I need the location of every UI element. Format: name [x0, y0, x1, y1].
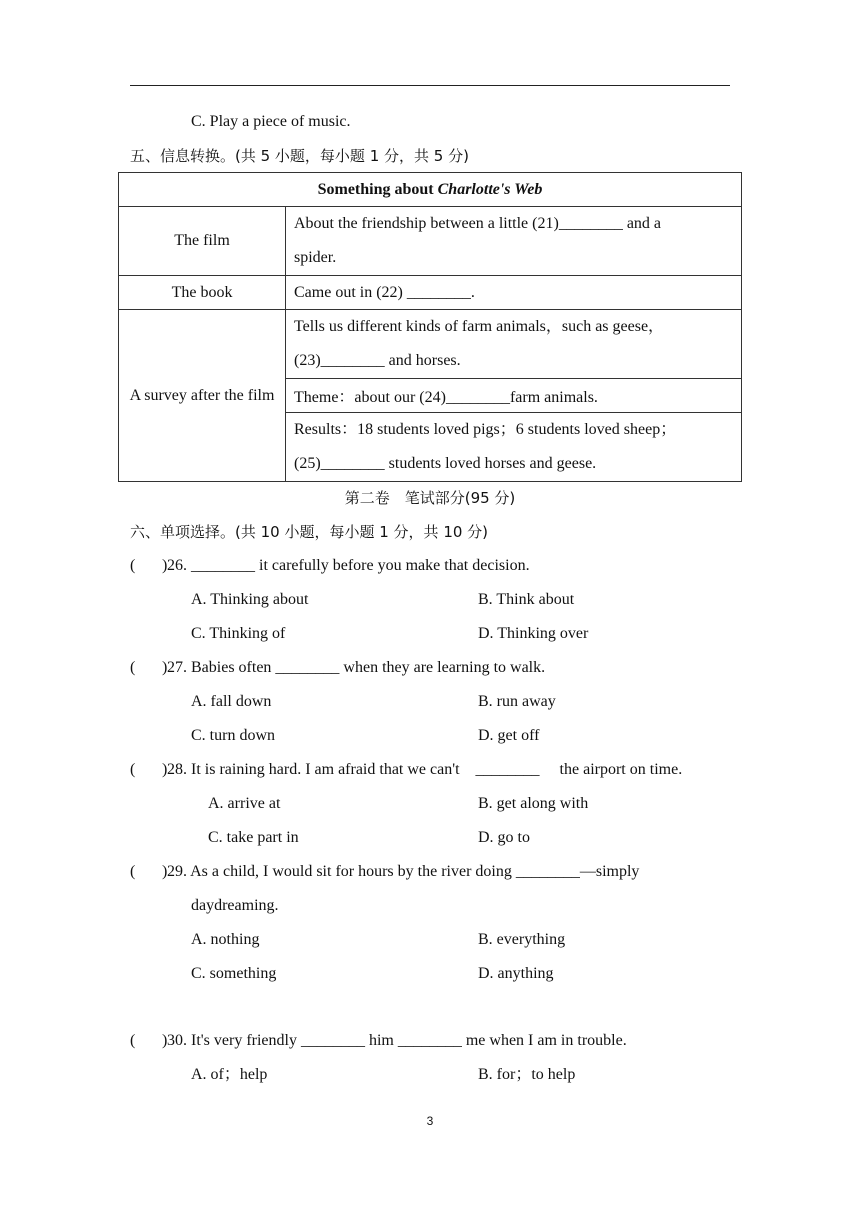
q28-option-c: C. take part in — [208, 829, 299, 846]
q29-open-paren: ( — [130, 863, 136, 880]
q30-close-paren: ) — [162, 1032, 168, 1049]
q26-option-a: A. Thinking about — [191, 591, 309, 608]
row-content-book: Came out in (22) ________. — [286, 276, 742, 310]
q29-stem: 29. As a child, I would sit for hours by the river doing ________—simply — [167, 863, 640, 880]
page-number: 3 — [426, 1114, 434, 1128]
row-content-film: About the friendship between a little (21)________ and a spider. — [286, 207, 742, 276]
section-6-title: 六、单项选择。(共 10 小题，每小题 1 分，共 10 分) — [130, 523, 489, 541]
q27-option-a: A. fall down — [191, 693, 272, 710]
q28-option-a: A. arrive at — [208, 795, 281, 812]
q26-stem: 26. ________ it carefully before you make that decision. — [167, 557, 530, 574]
q29-option-a: A. nothing — [191, 931, 260, 948]
table-header: Something about Charlotte's Web — [119, 173, 742, 207]
q27-stem: 27. Babies often ________ when they are learning to walk. — [167, 659, 546, 676]
q28-option-d: D. go to — [478, 829, 530, 846]
q27-option-b: B. run away — [478, 693, 556, 710]
info-table — [118, 172, 742, 482]
q27-open-paren: ( — [130, 659, 136, 676]
q30-option-a: A. of；help — [191, 1066, 268, 1083]
q29-option-d: D. anything — [478, 965, 554, 982]
q29-close-paren: ) — [162, 863, 168, 880]
header-rule — [130, 85, 730, 86]
q26-close-paren: ) — [162, 557, 168, 574]
q26-option-d: D. Thinking over — [478, 625, 589, 642]
q29-option-c: C. something — [191, 965, 277, 982]
q29-option-b: B. everything — [478, 931, 566, 948]
q26-option-b: B. Think about — [478, 591, 575, 608]
row-label-film: The film — [119, 207, 286, 276]
row-content-survey-results: Results：18 students loved pigs；6 students loved sheep； (25)________ students loved horses and geese. — [286, 413, 742, 482]
q30-open-paren: ( — [130, 1032, 136, 1049]
section-5-title: 五、信息转换。(共 5 小题，每小题 1 分，共 5 分) — [130, 147, 469, 165]
q27-option-d: D. get off — [478, 727, 540, 744]
row-label-book: The book — [119, 276, 286, 310]
row-label-survey: A survey after the film — [119, 310, 286, 482]
row-content-survey-theme: Theme：about our (24)________farm animals. — [286, 379, 742, 413]
q27-option-c: C. turn down — [191, 727, 275, 744]
q28-close-paren: ) — [162, 761, 168, 778]
q28-option-b: B. get along with — [478, 795, 589, 812]
question-20-option-c: C. Play a piece of music. — [191, 113, 351, 130]
q30-option-b: B. for；to help — [478, 1066, 576, 1083]
q28-open-paren: ( — [130, 761, 136, 778]
q28-stem: 28. It is raining hard. I am afraid that we can't ________ the airport on time. — [167, 761, 683, 778]
q29-stem-continued: daydreaming. — [191, 897, 279, 914]
q26-option-c: C. Thinking of — [191, 625, 286, 642]
row-content-survey-animals: Tells us different kinds of farm animals，such as geese， (23)________ and horses. — [286, 310, 742, 379]
q30-stem: 30. It's very friendly ________ him ________ me when I am in trouble. — [167, 1032, 627, 1049]
part-2-title: 第二卷 笔试部分(95 分) — [344, 489, 516, 507]
q26-open-paren: ( — [130, 557, 136, 574]
q27-close-paren: ) — [162, 659, 168, 676]
